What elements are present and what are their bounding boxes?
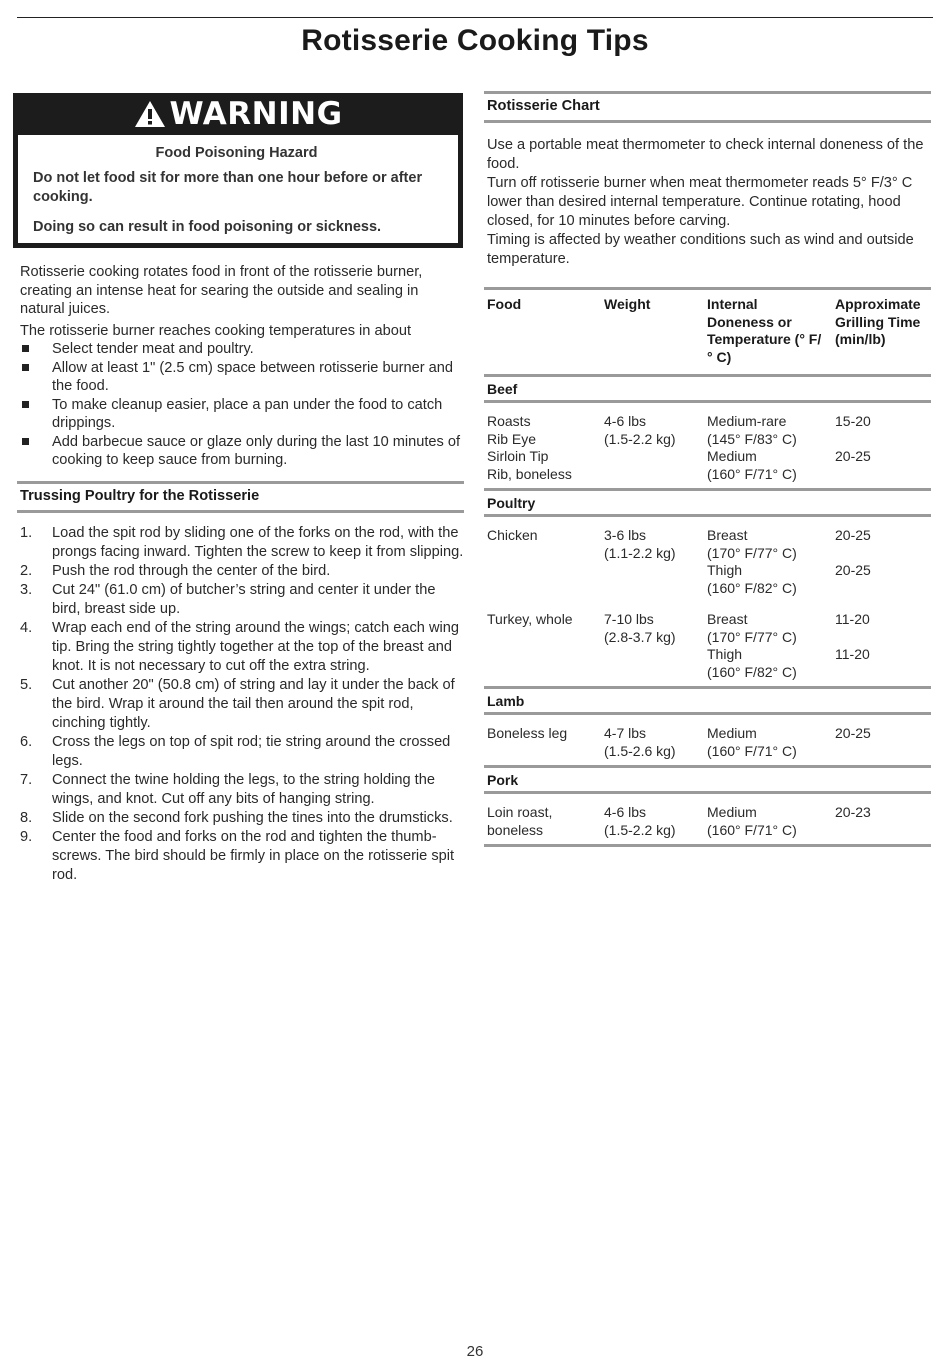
time-cell — [835, 725, 871, 743]
food-cell — [487, 611, 573, 629]
chart-group-body — [484, 517, 931, 689]
weight-cell-line: 4-6 lbs — [604, 804, 647, 820]
step-number: 4. — [20, 620, 33, 636]
time-cell — [835, 611, 870, 664]
time-cell — [835, 804, 871, 822]
chart-group-beef — [484, 377, 931, 491]
temperature-cell — [707, 527, 797, 597]
weight-cell-line: (1.5-2.6 kg) — [604, 742, 676, 759]
temperature-cell-line: (170° F/77° C) — [707, 544, 797, 561]
weight-cell-line: 4-7 lbs — [604, 725, 647, 741]
time-cell — [835, 413, 871, 466]
time-cell-line: 11-20 — [835, 646, 870, 662]
step-item — [20, 524, 464, 562]
weight-cell-line: 4-6 lbs — [604, 413, 647, 429]
food-cell-line: Sirloin Tip — [487, 448, 549, 464]
step-text: Cross the legs on top of spit rod; tie string around the crossed legs. — [52, 734, 451, 769]
chart-group-label: Beef — [484, 377, 931, 403]
step-number: 9. — [20, 829, 33, 845]
chart-heading: Rotisserie Chart — [484, 91, 931, 123]
page-title: Rotisserie Cooking Tips — [301, 24, 649, 57]
step-item — [20, 828, 464, 885]
step-item — [20, 676, 464, 733]
step-number: 6. — [20, 734, 33, 750]
step-text: Cut another 20" (50.8 cm) of string and lay it under the back of the bird. Wrap it around the tail then around the spit rod, cinching tightly. — [52, 677, 455, 731]
weight-cell-line: (1.1-2.2 kg) — [604, 544, 676, 561]
step-item — [20, 562, 464, 581]
warning-content — [18, 135, 458, 243]
table-row — [484, 725, 931, 760]
warning-line-2: Doing so can result in food poisoning or sickness. — [33, 219, 382, 235]
step-number: 1. — [20, 525, 33, 541]
temperature-cell-line: (160° F/71° C) — [707, 821, 797, 838]
list-item-text: Allow at least 1" (2.5 cm) space between rotisserie burner and the food. — [52, 359, 454, 394]
temperature-cell-line: (160° F/82° C) — [707, 663, 797, 680]
step-item — [20, 733, 464, 771]
temperature-cell-line: Medium-rare — [707, 413, 787, 429]
chart-intro — [487, 136, 932, 269]
list-item — [20, 433, 464, 470]
step-number: 7. — [20, 772, 33, 788]
warning-box — [13, 93, 463, 248]
step-item — [20, 619, 464, 676]
table-row — [484, 804, 931, 839]
step-item — [20, 809, 464, 828]
weight-cell — [604, 725, 676, 760]
warning-hazard: Food Poisoning Hazard — [155, 145, 318, 161]
temperature-cell-line: (160° F/71° C) — [707, 465, 797, 482]
step-text: Load the spit rod by sliding one of the forks on the rod, with the prongs facing inward. Tighten the screw to keep it from slipping. — [52, 525, 464, 560]
food-cell-line: Roasts — [487, 413, 531, 429]
temperature-cell — [707, 413, 797, 483]
weight-cell — [604, 804, 676, 839]
weight-cell — [604, 527, 676, 562]
time-cell-line — [835, 545, 871, 563]
chart-group-body — [484, 403, 931, 491]
temperature-cell-line: Medium — [707, 804, 757, 820]
weight-cell-line: (1.5-2.2 kg) — [604, 430, 676, 447]
table-row — [484, 527, 931, 597]
list-item — [20, 340, 464, 359]
temperature-cell-line: Breast — [707, 527, 748, 543]
food-cell-line: Rib Eye — [487, 430, 537, 447]
intro-paragraph-2: The rotisserie burner reaches cooking temperatures in about — [20, 323, 411, 339]
food-cell-line: Loin roast, — [487, 804, 553, 820]
step-text: Cut 24" (61.0 cm) of butcher’s string and center it under the bird, breast side up. — [52, 582, 436, 617]
temperature-cell-line: Medium — [707, 725, 757, 741]
temperature-cell-line: (145° F/83° C) — [707, 430, 797, 447]
chart-group-lamb — [484, 689, 931, 768]
time-cell-line: 20-25 — [835, 448, 871, 464]
time-cell-line — [835, 629, 870, 647]
food-cell-line: Rib, boneless — [487, 465, 572, 482]
chart-group-body — [484, 715, 931, 768]
chart-intro-line: Timing is affected by weather conditions such as wind and outside temperature. — [487, 232, 914, 267]
time-cell-line: 20-25 — [835, 527, 871, 543]
time-cell-line: 20-25 — [835, 562, 871, 578]
temperature-cell-line: Medium — [707, 448, 757, 464]
warning-triangle-icon — [133, 99, 167, 129]
rotisserie-chart — [484, 287, 931, 847]
temperature-cell-line: (160° F/71° C) — [707, 742, 797, 759]
food-cell — [487, 527, 538, 545]
list-item — [20, 396, 464, 433]
time-cell-line: 20-25 — [835, 725, 871, 741]
step-item — [20, 771, 464, 809]
step-text: Connect the twine holding the legs, to the string holding the wings, and knot. Cut off any bits of hanging string. — [52, 772, 435, 807]
top-rule — [17, 17, 933, 18]
step-text: Push the rod through the center of the bird. — [52, 563, 331, 579]
food-cell-line: Boneless leg — [487, 725, 568, 741]
chart-group-label: Poultry — [484, 491, 931, 517]
temperature-cell-line: Thigh — [707, 562, 743, 578]
step-number: 2. — [20, 563, 33, 579]
weight-cell-line: 7-10 lbs — [604, 611, 654, 627]
step-text: Slide on the second fork pushing the tines into the drumsticks. — [52, 810, 453, 826]
weight-cell — [604, 413, 676, 448]
table-row — [484, 611, 931, 681]
chart-group-body — [484, 794, 931, 847]
table-row — [484, 413, 931, 483]
temperature-cell-line: (170° F/77° C) — [707, 628, 797, 645]
temperature-cell-line: Breast — [707, 611, 748, 627]
food-cell-line: boneless — [487, 821, 544, 838]
step-item — [20, 581, 464, 619]
step-text: Wrap each end of the string around the wings; catch each wing tip. Bring the string tightly together at the top of the breast and knot. It is not necessary to cut off the extra string. — [52, 620, 459, 674]
column-header-temperature: Internal Doneness or Temperature (° F/° C) — [707, 296, 822, 365]
time-cell-line: 11-20 — [835, 611, 870, 627]
food-cell — [487, 413, 572, 483]
column-header-food: Food — [487, 296, 522, 312]
bullet-square-icon — [22, 401, 29, 408]
step-number: 8. — [20, 810, 33, 826]
chart-intro-line: Turn off rotisserie burner when meat thermometer reads 5° F/3° C lower than desired internal temperature. Continue rotating, hood closed, for 10 minutes before carving. — [487, 175, 913, 229]
page-number: 26 — [466, 1343, 484, 1360]
food-cell — [487, 725, 567, 743]
food-cell — [487, 804, 552, 839]
time-cell — [835, 527, 871, 580]
list-item-text: To make cleanup easier, place a pan under the food to catch drippings. — [52, 396, 443, 431]
warning-heading: WARNING — [169, 96, 343, 132]
warning-line-1: Do not let food sit for more than one hour before or after cooking. — [33, 170, 423, 205]
step-number: 3. — [20, 582, 33, 598]
column-header-time: Approximate Grilling Time (min/lb) — [835, 296, 921, 347]
temperature-cell — [707, 804, 797, 839]
time-cell-line: 20-23 — [835, 804, 871, 820]
trussing-steps — [20, 524, 464, 885]
weight-cell-line: 3-6 lbs — [604, 527, 647, 543]
temperature-cell — [707, 611, 797, 681]
bullet-square-icon — [22, 345, 29, 352]
column-header-weight: Weight — [604, 296, 651, 312]
temperature-cell-line: (160° F/82° C) — [707, 579, 797, 596]
weight-cell-line: (2.8-3.7 kg) — [604, 628, 676, 645]
food-cell-line: Chicken — [487, 527, 538, 543]
step-number: 5. — [20, 677, 33, 693]
list-item — [20, 359, 464, 396]
warning-header — [13, 93, 463, 135]
chart-group-label: Pork — [484, 768, 931, 794]
chart-header — [484, 287, 931, 377]
chart-group-pork — [484, 768, 931, 847]
tips-list — [20, 340, 464, 470]
chart-intro-line: Use a portable meat thermometer to check internal doneness of the food. — [487, 137, 924, 172]
weight-cell — [604, 611, 676, 646]
temperature-cell-line: Thigh — [707, 646, 743, 662]
trussing-heading: Trussing Poultry for the Rotisserie — [17, 481, 464, 513]
list-item-text: Select tender meat and poultry. — [52, 341, 254, 357]
chart-groups — [484, 377, 931, 847]
temperature-cell — [707, 725, 797, 760]
step-text: Center the food and forks on the rod and tighten the thumb- screws. The bird should be firmly in place on the rotisserie spit rod. — [52, 829, 455, 883]
food-cell-line: Turkey, whole — [487, 611, 573, 627]
weight-cell-line: (1.5-2.2 kg) — [604, 821, 676, 838]
list-item-text: Add barbecue sauce or glaze only during the last 10 minutes of cooking to keep sauce from burning. — [52, 433, 461, 468]
bullet-square-icon — [22, 364, 29, 371]
bullet-square-icon — [22, 438, 29, 445]
time-cell-line — [835, 431, 871, 449]
intro-paragraph-1: Rotisserie cooking rotates food in front of the rotisserie burner, creating an intense heat for searing the outside and sealing in natural juices. — [20, 264, 423, 317]
time-cell-line: 15-20 — [835, 413, 871, 429]
chart-group-label: Lamb — [484, 689, 931, 715]
chart-group-poultry — [484, 491, 931, 689]
